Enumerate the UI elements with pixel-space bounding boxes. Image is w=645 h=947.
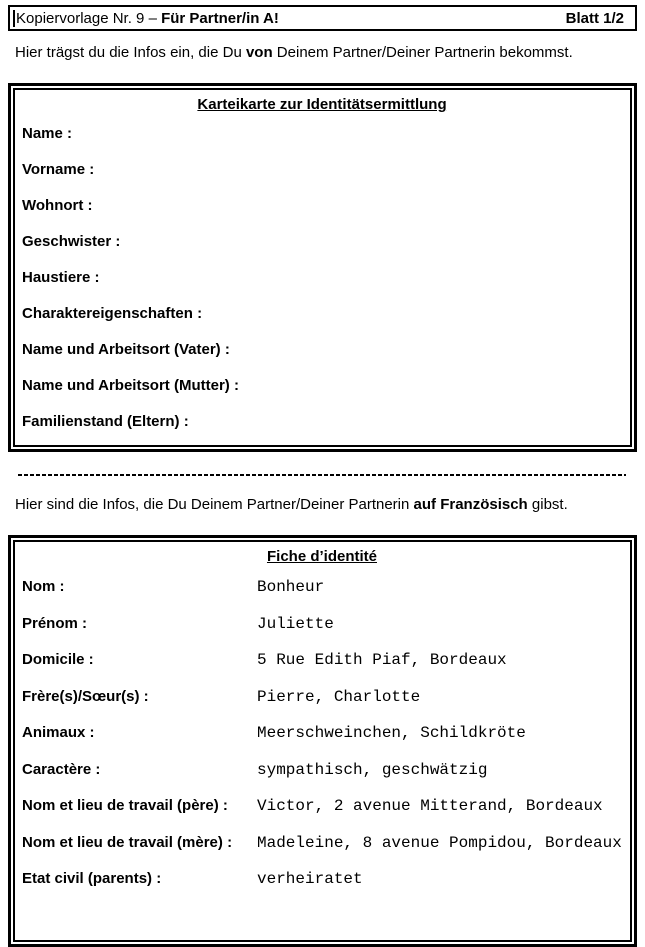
- field-label: Wohnort :: [22, 196, 93, 214]
- field-label: Geschwister :: [22, 232, 121, 250]
- text-cursor: [13, 10, 15, 27]
- field-label: Nom et lieu de travail (père) :: [22, 797, 228, 814]
- form-field-row: [22, 187, 622, 223]
- header-title-regular: Kopiervorlage Nr. 9 –: [16, 9, 162, 27]
- form-field-row: [22, 677, 622, 714]
- intro-bottom: [15, 496, 637, 514]
- header-title-bold: Für Partner/in A!: [161, 9, 279, 27]
- header-bar: [8, 5, 637, 31]
- form-field-row: [22, 604, 622, 641]
- form-field-row: [22, 859, 622, 896]
- field-value: Madeleine, 8 avenue Pompidou, Bordeaux: [257, 833, 622, 852]
- header-title-text: [16, 11, 279, 26]
- card-french-inner: [13, 540, 632, 942]
- intro-top-pre: Hier trägst du die Infos ein, die Du: [15, 44, 246, 61]
- intro-top-bold: von: [245, 44, 273, 61]
- form-field-row: [22, 367, 622, 403]
- field-value: verheiratet: [257, 870, 363, 888]
- field-label: Caractère :: [22, 760, 101, 778]
- card-french: [8, 535, 637, 947]
- intro-bottom-bold: auf Französisch: [413, 496, 528, 513]
- header-title: [13, 10, 279, 27]
- form-field-row: [22, 786, 622, 823]
- field-label: Etat civil (parents) :: [22, 870, 162, 887]
- form-field-row: [22, 567, 622, 604]
- field-value: Bonheur: [257, 578, 325, 596]
- form-field-row: [22, 713, 622, 750]
- field-value: 5 Rue Edith Piaf, Bordeaux: [257, 651, 507, 669]
- intro-top: [15, 44, 637, 62]
- field-label: Haustiere :: [22, 268, 100, 286]
- form-field-row: [22, 750, 622, 787]
- field-value: Victor, 2 avenue Mitterand, Bordeaux: [257, 797, 603, 815]
- card-german-fields: [22, 115, 622, 445]
- field-label: Domicile :: [22, 651, 94, 668]
- field-value: sympathisch, geschwätzig: [257, 760, 488, 779]
- field-label: Nom :: [22, 578, 65, 595]
- field-label: Frère(s)/Sœur(s) :: [22, 687, 149, 705]
- field-label: Charaktereigenschaften :: [22, 304, 203, 322]
- field-value: Juliette: [257, 614, 334, 633]
- form-field-row: [22, 823, 622, 860]
- sheet-number: Blatt 1/2: [565, 9, 624, 27]
- form-field-row: [22, 151, 622, 187]
- intro-bottom-pre: Hier sind die Infos, die Du Deinem Partner/Deiner Partnerin: [15, 496, 414, 513]
- intro-top-post: Deinem Partner/Deiner Partnerin bekommst.: [272, 44, 573, 61]
- field-label: Prénom :: [22, 614, 88, 632]
- field-label: Name und Arbeitsort (Mutter) :: [22, 376, 239, 394]
- field-label: Animaux :: [22, 724, 95, 741]
- dashed-divider: [18, 474, 626, 476]
- field-value: Pierre, Charlotte: [257, 687, 421, 706]
- form-field-row: [22, 259, 622, 295]
- card-german-title: Karteikarte zur Identitätsermittlung: [197, 96, 447, 113]
- card-german-inner: [13, 88, 632, 447]
- field-label: Name und Arbeitsort (Vater) :: [22, 340, 230, 358]
- card-german: [8, 83, 637, 452]
- form-field-row: [22, 403, 622, 439]
- card-french-fields: [22, 567, 622, 940]
- form-field-row: [22, 640, 622, 677]
- intro-bottom-post: gibst.: [527, 496, 568, 513]
- form-field-row: [22, 295, 622, 331]
- form-field-row: [22, 331, 622, 367]
- field-label: Name :: [22, 124, 73, 142]
- field-value: Meerschweinchen, Schildkröte: [257, 724, 526, 742]
- field-label: Vorname :: [22, 160, 95, 178]
- card-french-title: Fiche d’identité: [266, 548, 377, 565]
- form-field-row: [22, 115, 622, 151]
- field-label: Familienstand (Eltern) :: [22, 412, 189, 430]
- worksheet-page: [0, 5, 645, 947]
- field-label: Nom et lieu de travail (mère) :: [22, 833, 233, 851]
- form-field-row: [22, 223, 622, 259]
